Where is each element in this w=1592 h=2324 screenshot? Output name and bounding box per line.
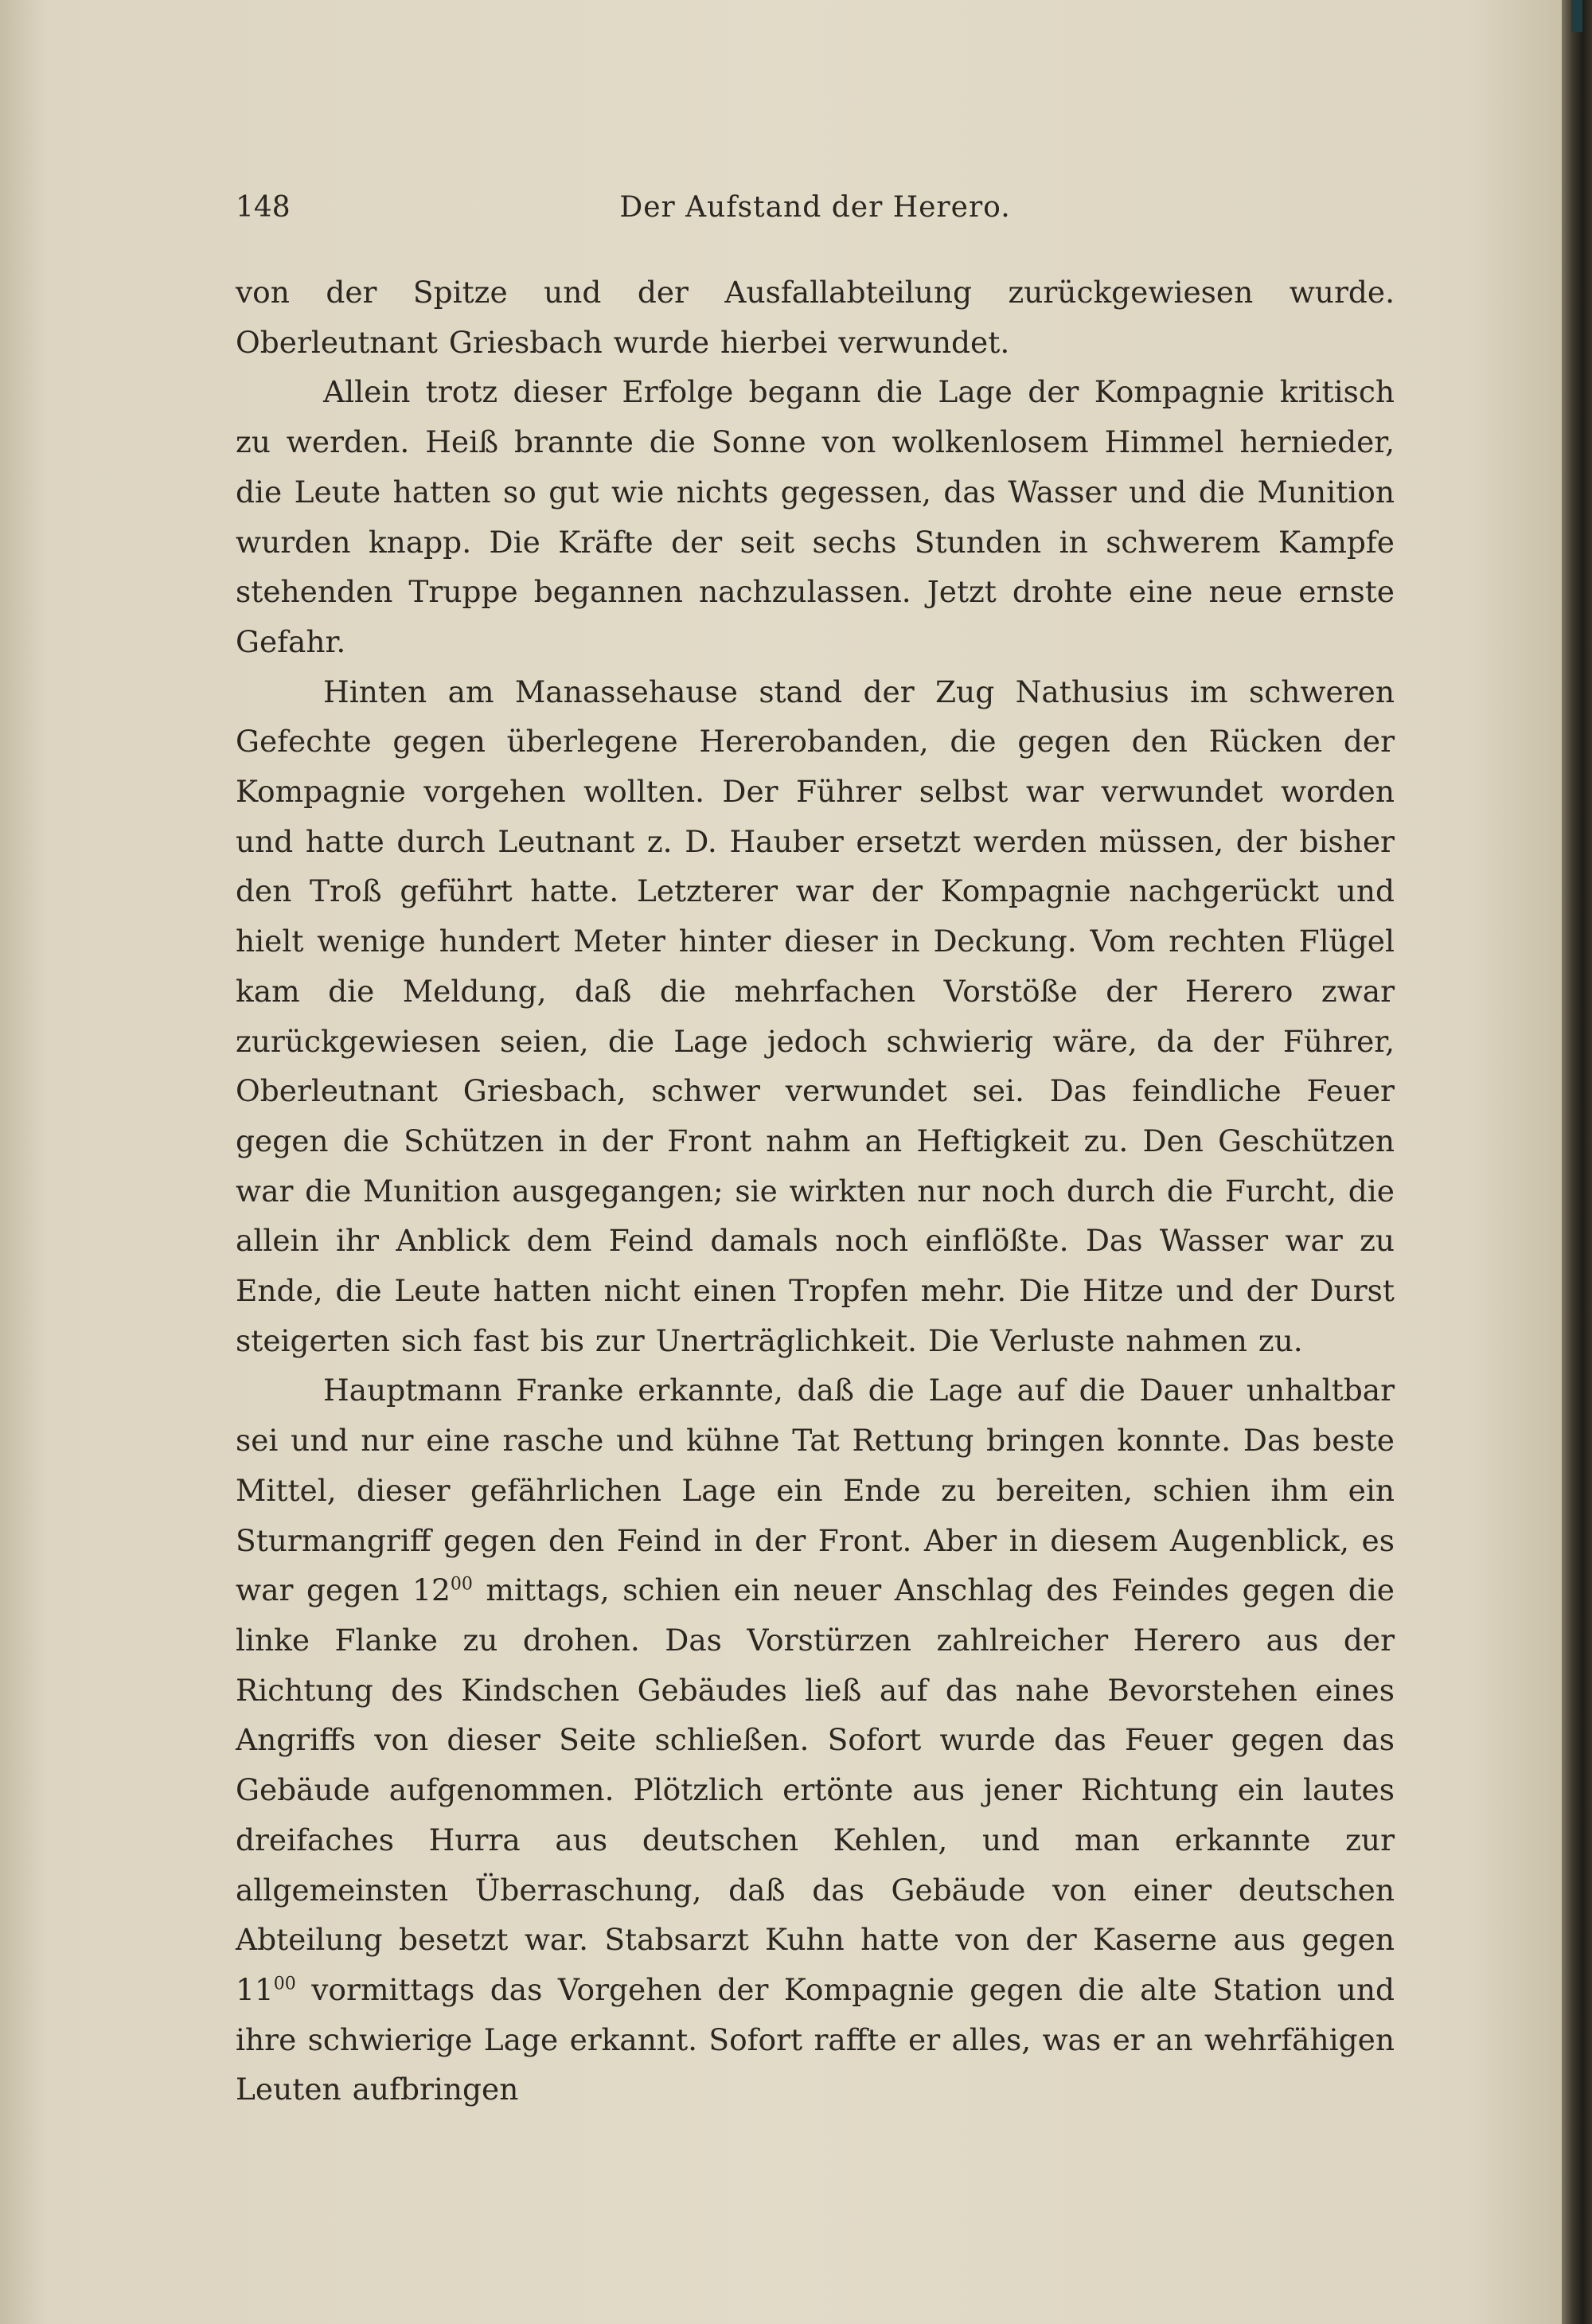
paragraph-4-part-3: vormittags das Vorgehen der Kompagnie gegen die alte Station und ihre schwierige Lage erkannt. Sofort raffte er alles, was er an wehrfähigen Leuten aufbringen <box>236 1971 1395 2107</box>
body-text <box>236 268 1395 2115</box>
paragraph-2: Allein trotz dieser Erfolge begann die Lage der Kompagnie kritisch zu werden. Heiß brannte die Sonne von wolkenlosem Himmel hernieder, die Leute hatten so gut wie nichts gegessen, das Wasser und die Munition wurden knapp. Die Kräfte der seit sechs Stunden in schwerem Kampfe stehenden Truppe begannen nachzulassen. Jetzt drohte eine neue ernste Gefahr. <box>236 374 1395 659</box>
running-head: Der Aufstand der Herero. <box>619 191 1011 224</box>
paragraph-4 <box>236 1365 1395 2115</box>
spine-strip <box>1571 0 1582 32</box>
paragraph-1: von der Spitze und der Ausfallabteilung zurückgewiesen wurde. Oberleutnant Griesbach wurde hierbei verwundet. <box>236 275 1395 360</box>
book-spine <box>1562 0 1592 2324</box>
paragraph-3: Hinten am Manassehause stand der Zug Nathusius im schweren Gefechte gegen überlegene Hererobanden, die gegen den Rücken der Kompagnie vorgehen wollten. Der Führer selbst war verwundet worden und hatte durch Leutnant z. D. Hauber ersetzt werden müssen, der bisher den Troß geführt hatte. Letzterer war der Kompagnie nachgerückt und hielt wenige hundert Meter hinter dieser in Deckung. Vom rechten Flügel kam die Meldung, daß die mehrfachen Vorstöße der Herero zwar zurückgewiesen seien, die Lage jedoch schwierig wäre, da der Führer, Oberleutnant Griesbach, schwer verwundet sei. Das feindliche Feuer gegen die Schützen in der Front nahm an Heftigkeit zu. Den Geschützen war die Munition ausgegangen; sie wirkten nur noch durch die Furcht, die allein ihr Anblick dem Feind damals noch einflößte. Das Wasser war zu Ende, die Leute hatten nicht einen Tropfen mehr. Die Hitze und der Durst steigerten sich fast bis zur Unerträglichkeit. Die Verluste nahmen zu. <box>236 674 1395 1358</box>
time-superscript-2: 00 <box>273 1974 296 1994</box>
page-number: 148 <box>236 191 291 224</box>
paragraph-4-part-2: mittags, schien ein neuer Anschlag des Feindes gegen die linke Flanke zu drohen. Das Vorstürzen zahlreicher Herero aus der Richtung des Kindschen Gebäudes ließ auf das nahe Bevorstehen eines Angriffs von dieser Seite schließen. Sofort wurde das Feuer gegen das Gebäude aufgenommen. Plötzlich ertönte aus jener Richtung ein lautes dreifaches Hurra aus deutschen Kehlen, und man erkannte zur allgemeinsten Überraschung, daß das Gebäude von einer deutschen Abteilung besetzt war. Stabsarzt Kuhn hatte von der Kaserne aus gegen 11 <box>236 1572 1395 2007</box>
page-header <box>236 185 1395 232</box>
paragraph-4-part-1: Hauptmann Franke erkannte, daß die Lage auf die Dauer unhaltbar sei und nur eine rasche und kühne Tat Rettung bringen konnte. Das beste Mittel, dieser gefährlichen Lage ein Ende zu bereiten, schien ihm ein Sturmangriff gegen den Feind in der Front. Aber in diesem Augenblick, es war gegen 12 <box>236 1373 1395 1608</box>
time-superscript-1: 00 <box>450 1574 473 1595</box>
